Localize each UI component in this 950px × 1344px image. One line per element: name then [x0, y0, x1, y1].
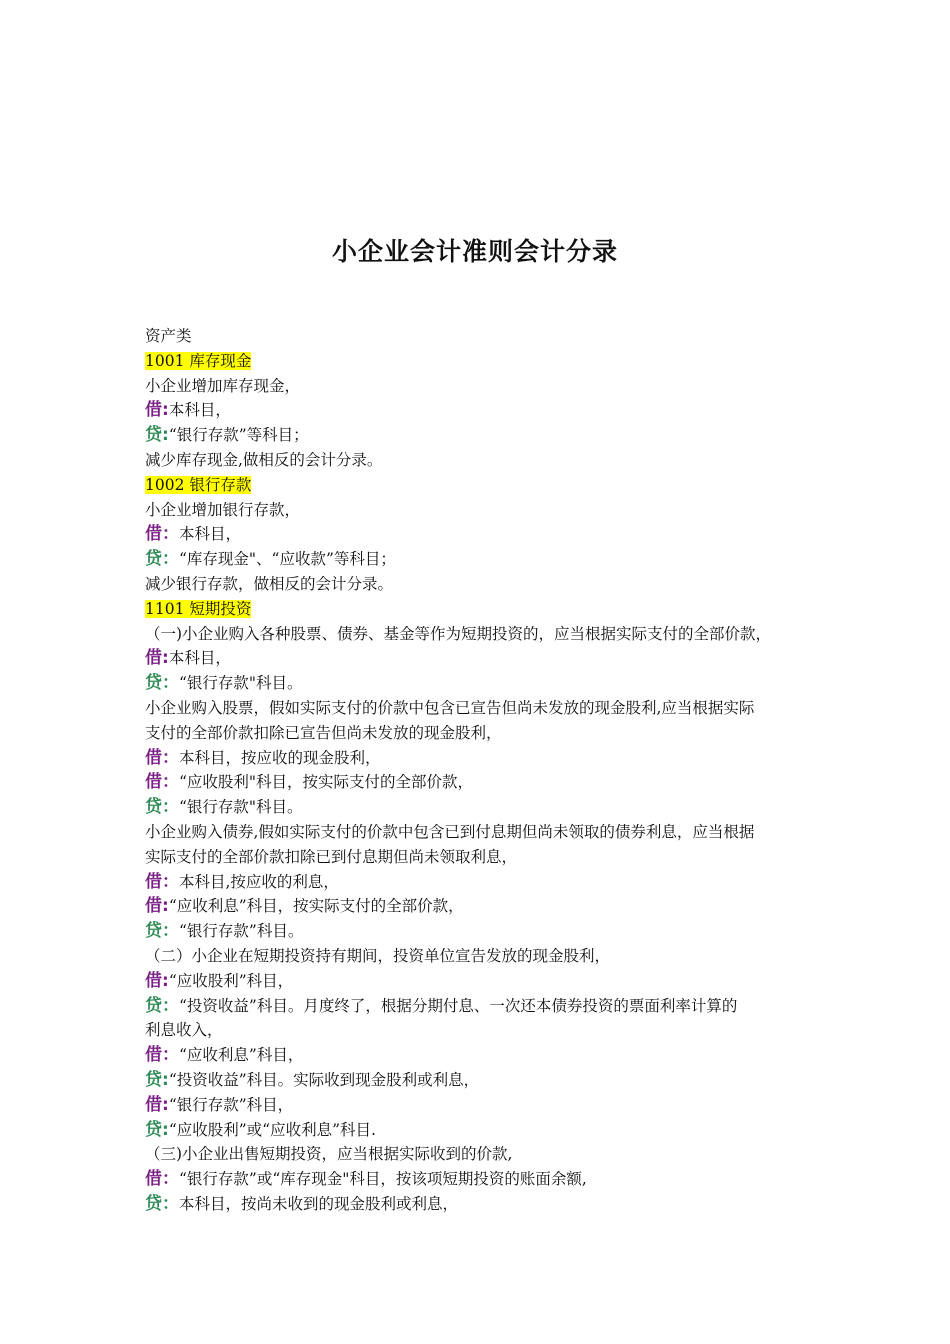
debit-entry-text: 本科目， [168, 401, 231, 420]
debit-label: 借: [145, 896, 169, 917]
debit-entry [145, 770, 815, 795]
debit-entry-text: 本科目， [168, 649, 231, 668]
account-heading [145, 349, 815, 374]
credit-entry [145, 1118, 815, 1143]
credit-entry [145, 671, 815, 696]
debit-entry [145, 894, 815, 919]
credit-label: 贷: [145, 425, 169, 446]
paragraph-line: 减少库存现金,做相反的会计分录。 [145, 450, 383, 469]
account-heading-text: 1001 库存现金 [145, 351, 252, 370]
credit-entry-text: “银行存款”等科目； [168, 426, 309, 445]
paragraph-line: 实际支付的全部价款扣除已到付息期但尚未领取利息， [145, 847, 518, 866]
debit-entry [145, 398, 815, 423]
debit-entry-text: “应收股利"科目，按实际支付的全部价款， [179, 773, 474, 792]
paragraph-line: 小企业增加银行存款， [145, 500, 301, 519]
debit-entry-text: 本科目,按应收的利息， [179, 872, 339, 891]
account-heading [145, 473, 815, 498]
credit-label: 贷: [145, 1119, 169, 1140]
debit-entry-text: 本科目， [179, 525, 242, 544]
paragraph-line: （一)小企业购入各种股票、债券、基金等作为短期投资的，应当根据实际支付的全部价款， [145, 624, 772, 643]
paragraph-line: 小企业购入债券,假如实际支付的价款中包含已到付息期但尚未领取的债券利息，应当根据 [145, 822, 755, 841]
debit-entry [145, 1093, 815, 1118]
account-heading-text: 1101 短期投资 [145, 599, 252, 618]
debit-entry-text: “应收利息”科目，按实际支付的全部价款， [168, 897, 464, 916]
debit-label: 借： [145, 772, 179, 793]
credit-entry [145, 547, 815, 572]
debit-entry [145, 646, 815, 671]
credit-label: 贷： [145, 549, 179, 570]
debit-entry-text: “银行存款”或“库存现金"科目，按该项短期投资的账面余额, [179, 1170, 587, 1189]
paragraph-line: 支付的全部价款扣除已宣告但尚未发放的现金股利， [145, 723, 502, 742]
document-title: 小企业会计准则会计分录 [331, 237, 618, 266]
paragraph-line: 减少银行存款，做相反的会计分录。 [145, 574, 394, 593]
credit-entry-text: “库存现金"、“应收款”等科目； [179, 550, 396, 569]
debit-entry [145, 746, 815, 771]
debit-entry [145, 522, 815, 547]
debit-label: 借： [145, 1169, 179, 1190]
debit-entry-text: “应收股利”科目， [168, 971, 294, 990]
debit-label: 借： [145, 871, 179, 892]
credit-entry [145, 423, 815, 448]
credit-entry-text: “投资收益”科目。月度终了，根据分期付息、一次还本债券投资的票面利率计算的 [179, 996, 738, 1015]
credit-entry-text: “投资收益”科目。实际收到现金股利或利息， [168, 1070, 480, 1089]
credit-entry [145, 919, 815, 944]
credit-label: 贷: [145, 1069, 169, 1090]
account-heading-text: 1002 银行存款 [145, 475, 252, 494]
debit-entry [145, 1167, 815, 1192]
credit-label: 贷： [145, 995, 179, 1016]
debit-label: 借: [145, 1094, 169, 1115]
paragraph-line: 小企业增加库存现金， [145, 376, 301, 395]
credit-entry-text: “银行存款”科目。 [179, 922, 304, 941]
debit-label: 借: [145, 648, 169, 669]
debit-label: 借： [145, 524, 179, 545]
credit-entry-text: “应收股利”或“应收利息”科目. [168, 1120, 376, 1139]
paragraph-line: 资产类 [145, 327, 192, 345]
paragraph-line: 利息收入， [145, 1021, 223, 1040]
debit-label: 借: [145, 400, 169, 421]
credit-entry [145, 1068, 815, 1093]
debit-label: 借： [145, 747, 179, 768]
credit-label: 贷： [145, 1193, 179, 1214]
credit-entry-text: 本科目，按尚未收到的现金股利或利息， [179, 1194, 459, 1213]
debit-entry-text: “银行存款”科目， [168, 1095, 294, 1114]
debit-entry-text: 本科目，按应收的现金股利， [179, 748, 381, 767]
credit-entry-text: “银行存款"科目。 [179, 798, 303, 817]
credit-label: 贷： [145, 797, 179, 818]
debit-label: 借: [145, 970, 169, 991]
paragraph-line: （二）小企业在短期投资持有期间，投资单位宣告发放的现金股利， [145, 946, 611, 965]
credit-entry [145, 1192, 815, 1217]
credit-label: 贷： [145, 921, 179, 942]
credit-entry [145, 795, 815, 820]
debit-entry [145, 870, 815, 895]
account-heading [145, 597, 815, 622]
document-body [145, 324, 815, 1217]
debit-entry [145, 1043, 815, 1068]
debit-label: 借： [145, 1045, 179, 1066]
credit-label: 贷： [145, 673, 179, 694]
debit-entry [145, 969, 815, 994]
debit-entry-text: “应收利息”科目， [179, 1046, 304, 1065]
credit-entry [145, 994, 815, 1019]
paragraph-line: （三)小企业出售短期投资，应当根据实际收到的价款, [145, 1145, 513, 1164]
credit-entry-text: “银行存款"科目。 [179, 674, 303, 693]
paragraph-line: 小企业购入股票，假如实际支付的价款中包含已宣告但尚未发放的现金股利,应当根据实际 [145, 698, 755, 717]
